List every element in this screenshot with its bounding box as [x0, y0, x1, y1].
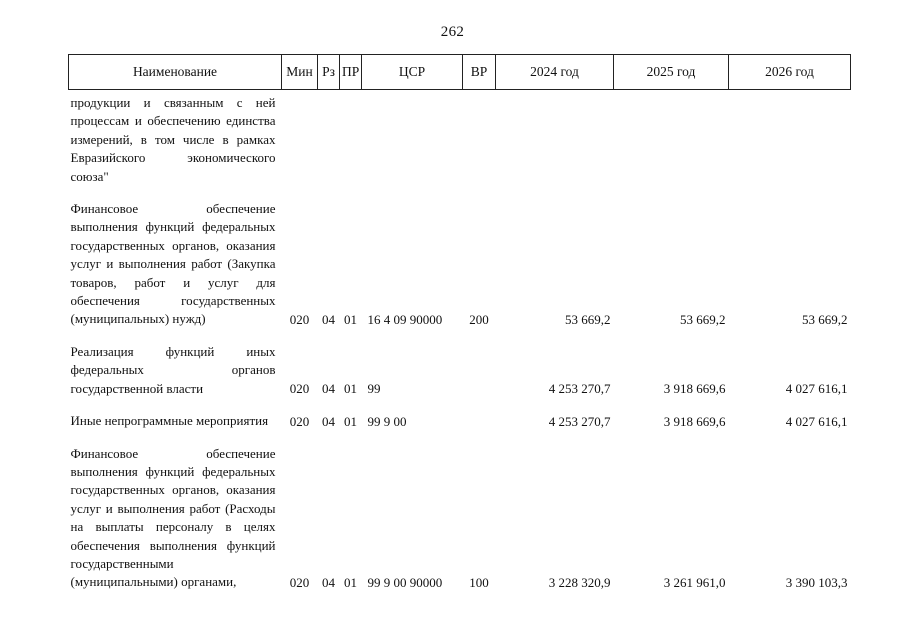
- row-csr: 16 4 09 90000: [367, 311, 443, 327]
- row-pr: [340, 90, 362, 187]
- row-min: 020: [289, 413, 310, 429]
- row-min: 020: [289, 574, 310, 590]
- row-vr: 100: [469, 574, 489, 590]
- row-rz: 04: [322, 413, 335, 429]
- row-pr: 01: [344, 311, 357, 327]
- row-2024: 53 669,2: [565, 311, 611, 327]
- row-2025: 53 669,2: [680, 311, 726, 327]
- row-2026: 3 390 103,3: [785, 574, 848, 590]
- page-number: 262: [440, 24, 465, 40]
- row-name: продукции и связанным с ней процессам и обеспечению единства измерений, в том числе в рамках Евразийского экономического союза": [70, 95, 276, 184]
- row-2025: [614, 90, 729, 187]
- row-2026: 4 027 616,1: [785, 381, 848, 397]
- row-min: 020: [289, 311, 310, 327]
- row-vr: [463, 398, 496, 430]
- row-2026: 53 669,2: [802, 311, 848, 327]
- row-pr: 01: [344, 574, 357, 590]
- row-min: [282, 90, 318, 187]
- row-2024: [496, 90, 614, 187]
- table-row: [69, 398, 851, 430]
- row-min: 020: [289, 381, 310, 397]
- row-rz: 04: [322, 311, 335, 327]
- row-csr: 99: [367, 381, 381, 397]
- row-name: Реализация функций иных федеральных органов государственной власти: [70, 343, 276, 396]
- row-csr: [362, 90, 463, 187]
- table-row: [69, 431, 851, 592]
- header-pr: ПР: [340, 55, 362, 90]
- header-rz: Рз: [318, 55, 340, 90]
- row-vr: [463, 329, 496, 398]
- table-row: [69, 90, 851, 187]
- row-name: Финансовое обеспечение выполнения функций федеральных государственных органов, оказания услуг и выполнения работ (Расходы на выплаты персоналу в целях обеспечения выполнения функций государственными (муниципальными) органами,: [70, 445, 276, 590]
- row-pr: 01: [344, 413, 357, 429]
- table-header-row: [69, 55, 851, 90]
- header-min: Мин: [282, 55, 318, 90]
- header-2024: 2024 год: [496, 55, 614, 90]
- row-2026: [729, 90, 851, 187]
- row-2025: 3 918 669,6: [663, 413, 726, 429]
- row-2025: 3 918 669,6: [663, 381, 726, 397]
- header-csr: ЦСР: [362, 55, 463, 90]
- table-row: [69, 186, 851, 329]
- row-vr: 200: [469, 311, 489, 327]
- header-name: Наименование: [69, 55, 282, 90]
- header-2026: 2026 год: [729, 55, 851, 90]
- row-csr: 99 9 00 90000: [367, 574, 443, 590]
- row-name: Финансовое обеспечение выполнения функций федеральных государственных органов, оказания услуг и выполнения работ (Закупка товаров, работ и услуг для обеспечения государственных (муниципальных) нужд): [70, 201, 276, 327]
- row-rz: [318, 90, 340, 187]
- row-2024: 3 228 320,9: [548, 574, 611, 590]
- budget-table: [68, 54, 851, 592]
- row-2026: 4 027 616,1: [785, 413, 848, 429]
- row-rz: 04: [322, 381, 335, 397]
- row-pr: 01: [344, 381, 357, 397]
- header-2025: 2025 год: [614, 55, 729, 90]
- row-vr: [463, 90, 496, 187]
- row-name: Иные непрограммные мероприятия: [70, 413, 269, 429]
- row-csr: 99 9 00: [367, 413, 407, 429]
- row-rz: 04: [322, 574, 335, 590]
- row-2024: 4 253 270,7: [548, 413, 611, 429]
- row-2024: 4 253 270,7: [548, 381, 611, 397]
- table-row: [69, 329, 851, 398]
- header-vr: ВР: [463, 55, 496, 90]
- row-2025: 3 261 961,0: [663, 574, 726, 590]
